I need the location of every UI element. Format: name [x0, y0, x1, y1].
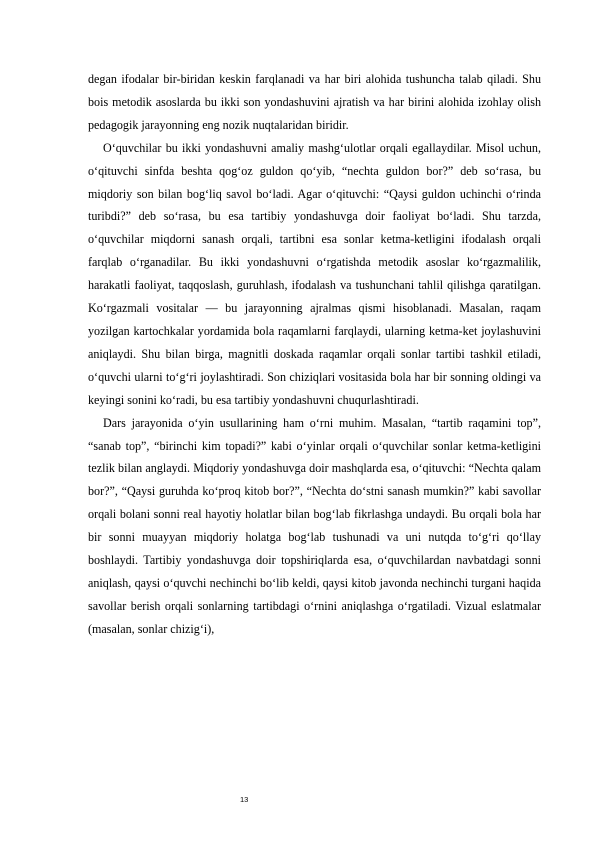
paragraph-3: Dars jarayonida o‘yin usullarining ham o‘rni muhim. Masalan, “tartib raqamini top”, “sanab top”, “birinchi kim topadi?” kabi o‘yinlar orqali o‘quvchilar sonlar ketma-ketligini tezlik bilan anglaydi. Miqdoriy yondashuvga doir mashqlarda esa, o‘qituvchi: “Nechta qalam bor?”, “Qaysi guruhda ko‘proq kitob bor?”, “Nechta do‘stni sanash mumkin?” kabi savollar orqali bolani sonni real hayotiy holatlar bilan bog‘lab fikrlashga undaydi. Bu orqali bola har bir sonni muayyan miqdoriy holatga bog‘lab tushunadi va uni nutqda to‘g‘ri qo‘llay boshlaydi. Tartibiy yondashuvga doir topshiriqlarda esa, o‘quvchilardan navbatdagi sonni aniqlash, qaysi o‘quvchi nechinchi bo‘lib keldi, qaysi kitob javonda nechinchi turgani haqida savollar berish orqali sonlarning tartibdagi o‘rnini aniqlashga o‘rgatiladi. Vizual eslatmalar (masalan, sonlar chizig‘i), — [88, 415, 541, 636]
body-text — [88, 68, 541, 641]
page-number: 13 — [240, 795, 249, 804]
paragraph-2: O‘quvchilar bu ikki yondashuvni amaliy mashg‘ulotlar orqali egallaydilar. Misol uchun, o‘qituvchi sinfda beshta qog‘oz guldon qo‘yib, “nechta guldon bor?” deb so‘rasa, bu miqdoriy son bilan bog‘liq savol bo‘ladi. Agar o‘qituvchi: “Qaysi guldon uchinchi o‘rinda turibdi?” deb so‘rasa, bu esa tartibiy yondashuvga doir faoliyat bo‘ladi. Shu tarzda, o‘quvchilar miqdorni sanash orqali, tartibni esa sonlar ketma-ketligini ifodalash orqali farqlab o‘rganadilar. Bu ikki yondashuvni o‘rgatishda metodik asoslar ko‘rgazmalilik, harakatli faoliyat, taqqoslash, guruhlash, ifodalash va tushunchani tahlil qilishga qaratilgan. Ko‘rgazmali vositalar — bu jarayonning ajralmas qismi hisoblanadi. Masalan, raqam yozilgan kartochkalar yordamida bola raqamlarni farqlaydi, ularning ketma-ket joylashuvini aniqlaydi. Shu bilan birga, magnitli doskada raqamlar orqali sonlar tartibi tashkil etiladi, o‘quvchi ularni to‘g‘ri joylashtiradi. Son chiziqlari vositasida bola har bir sonning oldingi va keyingi sonini ko‘radi, bu esa tartibiy yondashuvni chuqurlashtiradi. — [88, 140, 541, 407]
paragraph-1: degan ifodalar bir-biridan keskin farqlanadi va har biri alohida tushuncha talab qiladi. Shu bois metodik asoslarda bu ikki son yondashuvini ajratish va har birini alohida izohlay olish pedagogik jarayonning eng nozik nuqtalaridan biridir. — [88, 72, 541, 132]
